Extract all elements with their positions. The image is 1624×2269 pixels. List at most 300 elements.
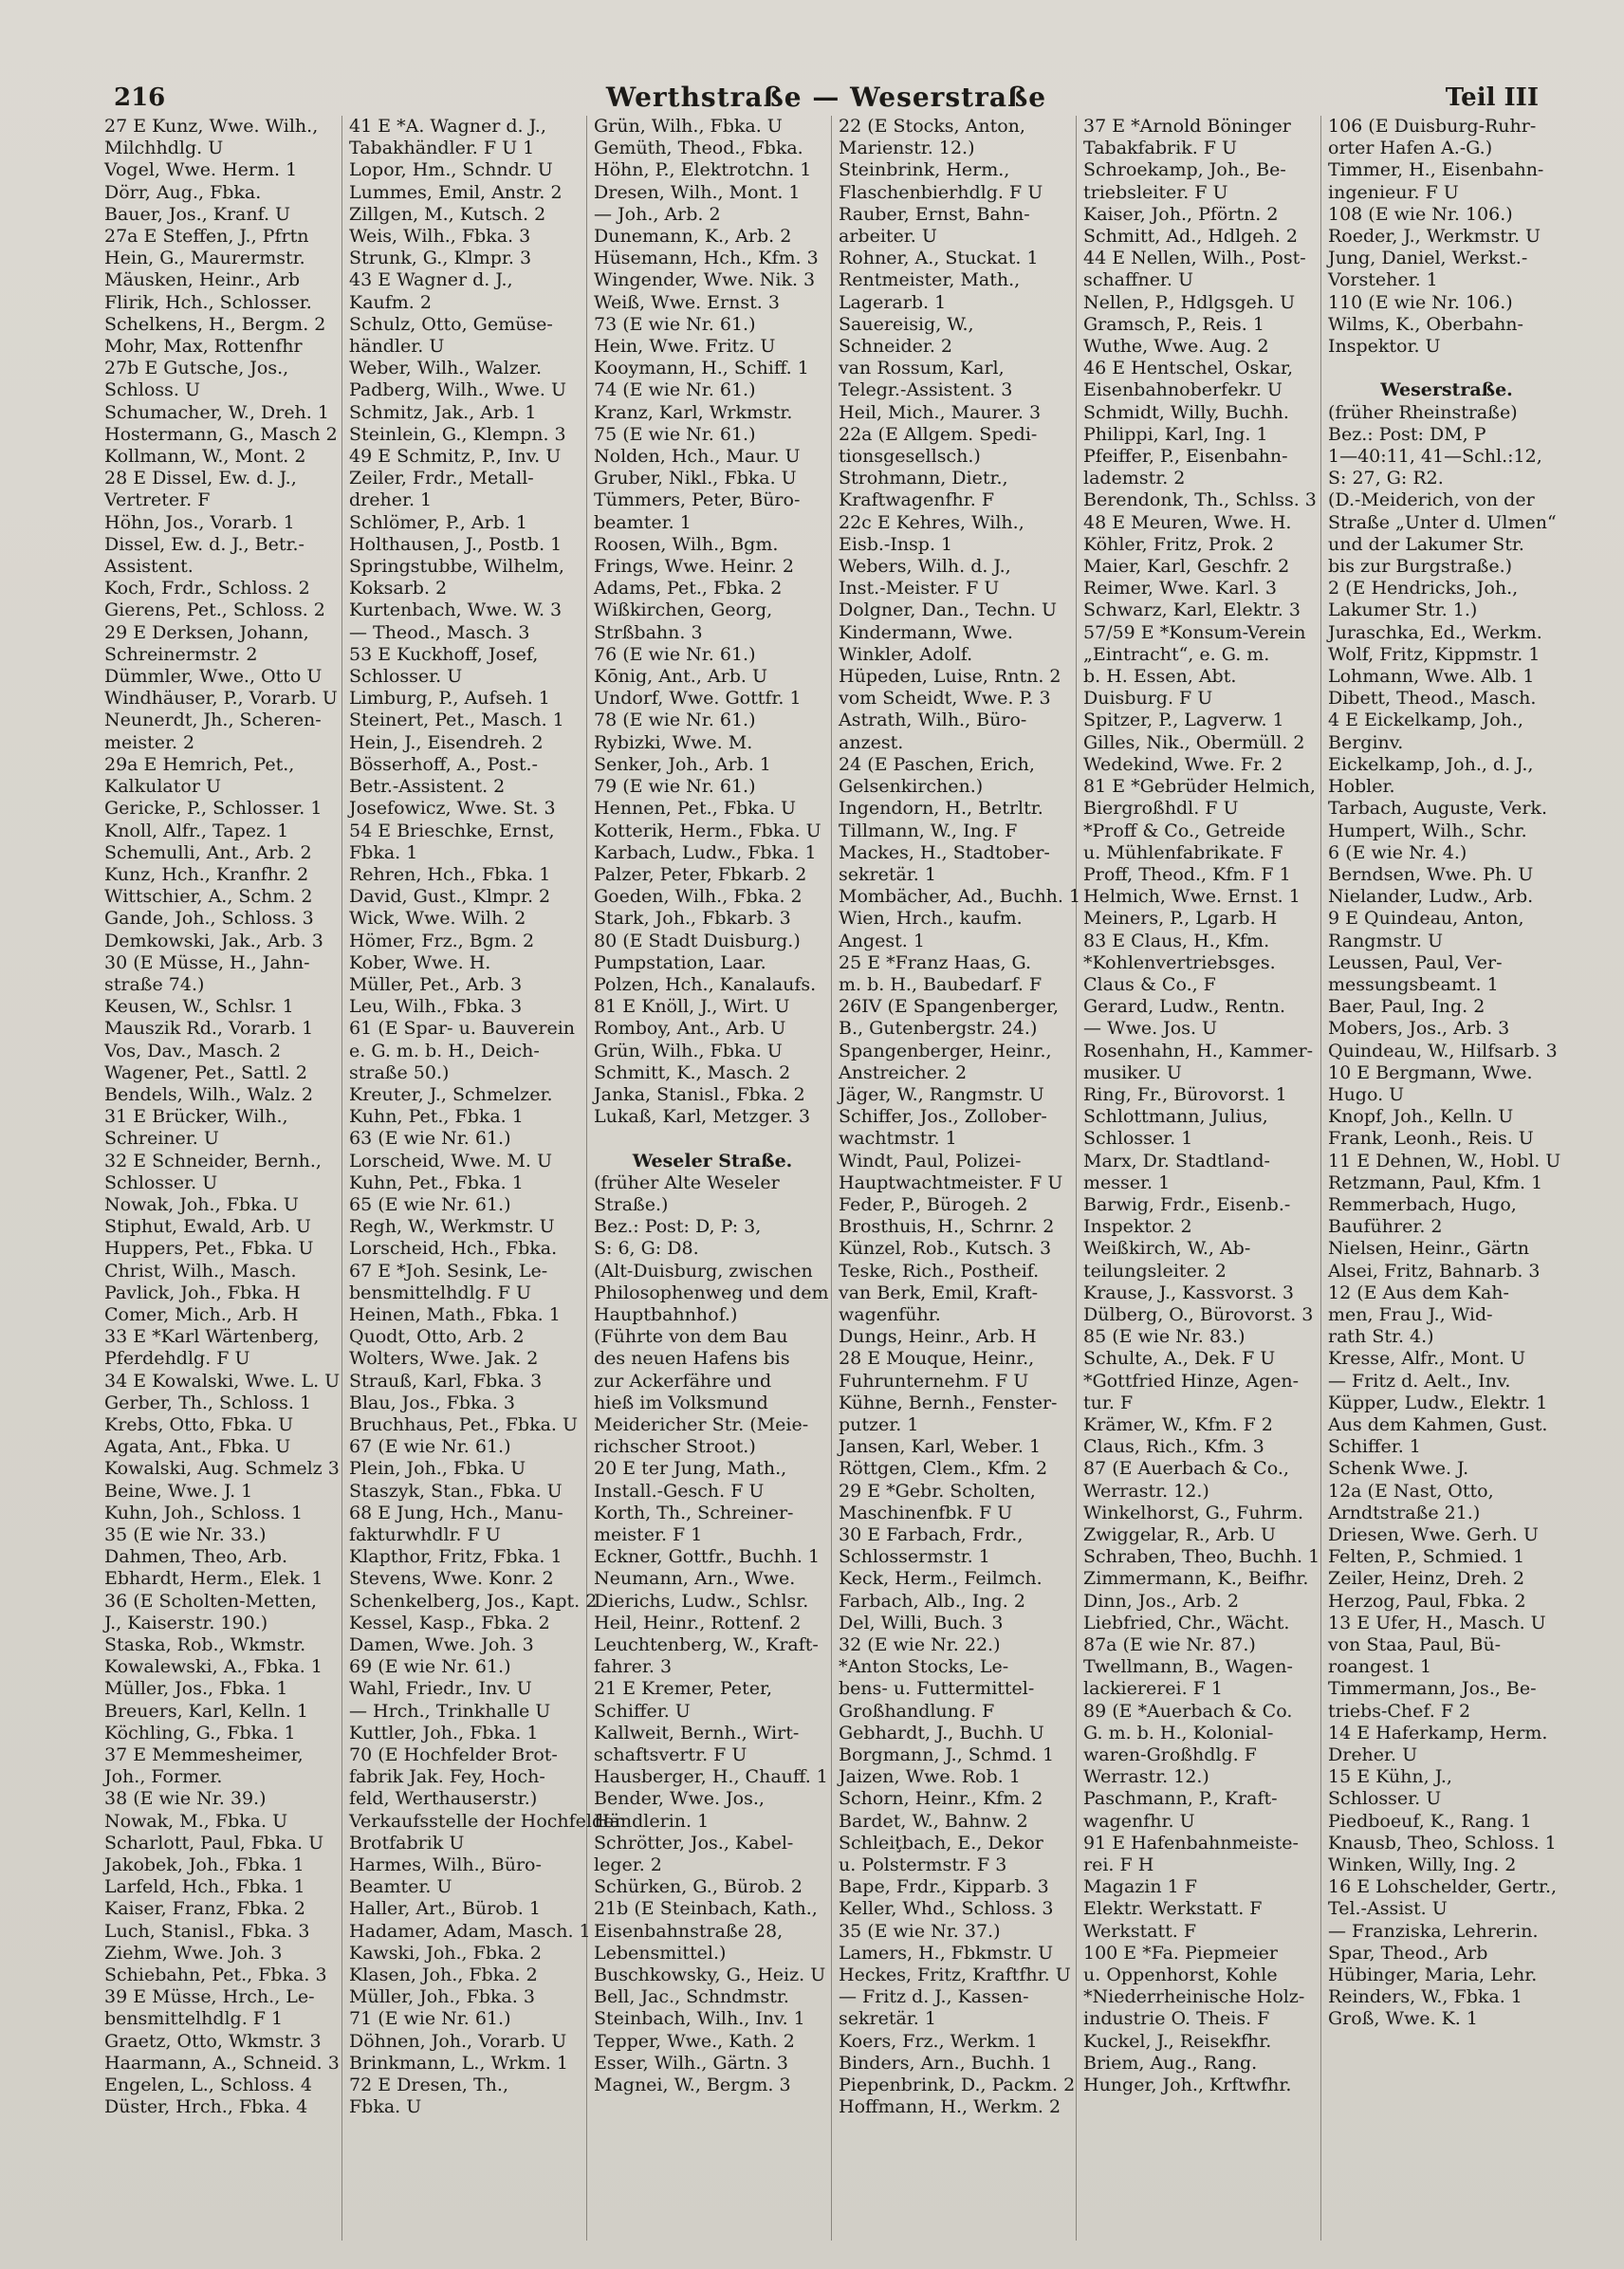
directory-entry: 30 (E Müsse, H., Jahn- (104, 951, 310, 973)
directory-entry: Wolf, Fritz, Kippmstr. 1 (1328, 643, 1541, 665)
directory-entry: Tabakhändler. F U 1 (349, 138, 535, 159)
directory-entry: 20 E ter Jung, Math., (594, 1458, 787, 1480)
directory-entry: Aus dem Kahmen, Gust. (1328, 1413, 1548, 1435)
directory-entry: Inspektor. U (1328, 336, 1441, 358)
directory-entry: Kawski, Joh., Fbka. 2 (349, 1942, 542, 1964)
directory-entry: Agata, Ant., Fbka. U (104, 1436, 291, 1458)
directory-entry: (früher Alte Weseler (594, 1171, 780, 1193)
directory-entry: triebsleiter. F U (1083, 181, 1228, 203)
directory-entry: Pfeiffer, P., Eisenbahn- (1083, 446, 1288, 468)
directory-entry: Schlossermstr. 1 (839, 1546, 990, 1568)
directory-entry: und der Lakumer Str. (1328, 533, 1524, 555)
directory-entry: fakturwhdlr. F U (349, 1524, 501, 1545)
directory-entry: 108 (E wie Nr. 106.) (1328, 203, 1513, 225)
directory-entry: 85 (E wie Nr. 83.) (1083, 1326, 1246, 1348)
directory-entry: 25 E *Franz Haas, G. (839, 951, 1032, 973)
directory-entry: Schlosser. 1 (1083, 1128, 1193, 1150)
directory-entry: Driesen, Wwe. Gerh. U (1328, 1524, 1539, 1545)
directory-entry: Berginv. (1328, 731, 1404, 753)
directory-entry: Kaiser, Franz, Fbka. 2 (104, 1898, 305, 1920)
directory-entry: Nowak, Joh., Fbka. U (104, 1193, 299, 1215)
directory-entry: 83 E Claus, H., Kfm. (1083, 930, 1270, 951)
directory-entry: Schelkens, H., Bergm. 2 (104, 313, 326, 335)
directory-entry: 13 E Ufer, H., Masch. U (1328, 1612, 1546, 1633)
directory-entry: 100 E *Fa. Piepmeier (1083, 1942, 1278, 1964)
directory-entry: Lagerarb. 1 (839, 291, 947, 313)
directory-entry: Hauptwachtmeister. F U (839, 1171, 1063, 1193)
directory-entry: 37 E Memmesheimer, (104, 1744, 304, 1766)
column-6 (1328, 116, 1565, 2241)
directory-entry: Kaiser, Joh., Pförtn. 2 (1083, 203, 1279, 225)
directory-entry: Kessel, Kasp., Fbka. 2 (349, 1612, 550, 1633)
directory-entry: fabrik Jak. Fey, Hoch- (349, 1766, 545, 1788)
directory-entry: Barwig, Frdr., Eisenb.- (1083, 1193, 1291, 1215)
directory-entry: Röttgen, Clem., Kfm. 2 (839, 1458, 1048, 1480)
directory-entry: Leuchtenberg, W., Kraft- (594, 1634, 819, 1656)
directory-entry: 38 (E wie Nr. 39.) (104, 1788, 267, 1810)
directory-entry: Polzen, Hch., Kanalaufs. (594, 973, 817, 995)
directory-entry: Feder, P., Bürogeh. 2 (839, 1193, 1028, 1215)
directory-entry: Senker, Joh., Arb. 1 (594, 753, 771, 775)
directory-entry: Meiners, P., Lgarb. H (1083, 908, 1278, 930)
directory-entry: Kraftwagenfhr. F (839, 489, 995, 511)
directory-entry: 11 E Dehnen, W., Hobl. U (1328, 1150, 1561, 1171)
directory-entry: Frings, Wwe. Heinr. 2 (594, 556, 794, 578)
directory-entry: 22a (E Allgem. Spedi- (839, 423, 1038, 445)
directory-entry: 68 E Jung, Hch., Manu- (349, 1502, 563, 1523)
directory-entry: Kollmann, W., Mont. 2 (104, 446, 306, 468)
directory-entry: Wick, Wwe. Wilh. 2 (349, 908, 526, 930)
directory-entry: Schlosser. U (1328, 1788, 1442, 1810)
directory-entry: Knausb, Theo, Schloss. 1 (1328, 1832, 1557, 1854)
directory-entry: industrie O. Theis. F (1083, 2008, 1270, 2030)
directory-entry: 61 (E Spar- u. Bauverein (349, 1018, 576, 1040)
directory-entry: Zillgen, M., Kutsch. 2 (349, 203, 546, 225)
directory-entry: Magazin 1 F (1083, 1876, 1197, 1898)
directory-entry: Webers, Wilh. d. J., (839, 556, 1011, 578)
directory-entry: Dülberg, O., Bürovorst. 3 (1083, 1303, 1314, 1325)
directory-entry: Dibett, Theod., Masch. (1328, 688, 1537, 710)
directory-entry: Staska, Rob., Wkmstr. (104, 1634, 306, 1656)
directory-entry: Tabakfabrik. F U (1083, 138, 1238, 159)
directory-entry: Meidericher Str. (Meie- (594, 1413, 809, 1435)
directory-entry: straße 50.) (349, 1061, 450, 1083)
directory-entry: 6 (E wie Nr. 4.) (1328, 841, 1467, 863)
directory-entry: 9 E Quindeau, Anton, (1328, 908, 1524, 930)
directory-entry: zur Ackerfähre und (594, 1370, 772, 1392)
directory-entry: wachtmstr. 1 (839, 1128, 957, 1150)
directory-entry: Astrath, Wilh., Büro- (839, 710, 1027, 731)
directory-entry: 37 E *Arnold Böninger (1083, 116, 1291, 137)
directory-entry: Hennen, Pet., Fbka. U (594, 798, 797, 820)
directory-entry: 67 (E wie Nr. 61.) (349, 1436, 511, 1458)
directory-entry: Ingendorn, H., Betrltr. (839, 798, 1043, 820)
directory-entry: Schwarz, Karl, Elektr. 3 (1083, 600, 1301, 621)
page-number: 216 (114, 83, 166, 112)
directory-entry: bis zur Burgstraße.) (1328, 556, 1513, 578)
directory-entry: Engelen, L., Schloss. 4 (104, 2075, 312, 2096)
directory-entry: Krause, J., Kassvorst. 3 (1083, 1282, 1295, 1303)
directory-entry: Remmerbach, Hugo, (1328, 1193, 1517, 1215)
directory-entry: Comer, Mich., Arb. H (104, 1303, 299, 1325)
directory-entry: 12a (E Nast, Otto, (1328, 1480, 1494, 1502)
directory-entry: Kuhn, Joh., Schloss. 1 (104, 1502, 304, 1523)
directory-entry: Müller, Jos., Fbka. 1 (104, 1678, 288, 1700)
directory-entry: Dolgner, Dan., Techn. U (839, 600, 1058, 621)
directory-entry: (Führte von dem Bau (594, 1326, 788, 1348)
directory-entry: Rentmeister, Math., (839, 269, 1021, 291)
directory-entry: Timmer, H., Eisenbahn- (1328, 159, 1544, 181)
directory-entry: Tillmann, W., Ing. F (839, 820, 1018, 841)
directory-entry: bensmittelhdlg. F U (349, 1282, 532, 1303)
directory-entry: Steinbrink, Herm., (839, 159, 1010, 181)
directory-entry: Hobler. (1328, 776, 1395, 798)
directory-entry: putzer. 1 (839, 1413, 919, 1435)
directory-entry: 63 (E wie Nr. 61.) (349, 1128, 511, 1150)
directory-entry: Nielsen, Heinr., Gärtn (1328, 1238, 1530, 1260)
directory-entry: Köchling, G., Fbka. 1 (104, 1722, 296, 1743)
directory-entry: Neumann, Arn., Wwe. (594, 1568, 796, 1590)
directory-entry: Janka, Stanisl., Fbka. 2 (594, 1083, 805, 1105)
directory-entry: Tarbach, Auguste, Verk. (1328, 798, 1547, 820)
directory-entry: Mobers, Jos., Arb. 3 (1328, 1018, 1510, 1040)
directory-entry: wagenführ. (839, 1303, 941, 1325)
directory-entry: leger. 2 (594, 1854, 662, 1876)
directory-entry: von Staa, Paul, Bü- (1328, 1634, 1502, 1656)
directory-entry: ingenieur. F U (1328, 181, 1459, 203)
directory-entry: B., Gutenbergstr. 24.) (839, 1018, 1038, 1040)
directory-entry: „Eintracht“, e. G. m. (1083, 643, 1270, 665)
directory-entry: Retzmann, Paul, Kfm. 1 (1328, 1171, 1543, 1193)
directory-entry: Telegr.-Assistent. 3 (839, 379, 1013, 401)
directory-entry: triebs-Chef. F 2 (1328, 1700, 1471, 1722)
directory-entry: 10 E Bergmann, Wwe. (1328, 1061, 1533, 1083)
directory-entry: 46 E Hentschel, Oskar, (1083, 358, 1294, 379)
directory-entry: Schumacher, W., Dreh. 1 (104, 401, 329, 423)
directory-entry: Gruber, Nikl., Fbka. U (594, 468, 797, 489)
directory-entry (1328, 358, 1565, 379)
directory-entry: Hauptbahnhof.) (594, 1303, 738, 1325)
directory-entry: Schlottmann, Julius, (1083, 1106, 1268, 1128)
directory-entry: Spitzer, P., Lagverw. 1 (1083, 710, 1284, 731)
directory-entry: Vertreter. F (104, 489, 211, 511)
directory-entry: Fuhrunternehm. F U (839, 1370, 1029, 1392)
directory-entry: lackiererei. F 1 (1083, 1678, 1223, 1700)
directory-entry: m. b. H., Baubedarf. F (839, 973, 1043, 995)
directory-entry: — Hrch., Trinkhalle U (349, 1700, 551, 1722)
directory-entry: Kallweit, Bernh., Wirt- (594, 1722, 800, 1743)
directory-entry: Christ, Wilh., Masch. (104, 1260, 297, 1282)
directory-entry: Marx, Dr. Stadtland- (1083, 1150, 1270, 1171)
directory-entry: Verkaufsstelle der Hochfelder (349, 1810, 623, 1832)
directory-entry: 41 E *A. Wagner d. J., (349, 116, 546, 137)
directory-entry: Graetz, Otto, Wkmstr. 3 (104, 2030, 322, 2052)
directory-entry: Ziehm, Wwe. Joh. 3 (104, 1942, 283, 1964)
directory-entry: Joh., Former. (104, 1766, 223, 1788)
directory-entry: Kresse, Alfr., Mont. U (1328, 1348, 1526, 1370)
directory-entry: Weber, Wilh., Walzer. (349, 358, 542, 379)
directory-entry: Plein, Joh., Fbka. U (349, 1458, 526, 1480)
directory-entry: Gericke, P., Schlosser. 1 (104, 798, 323, 820)
directory-entry: bensmittelhdlg. F 1 (104, 2008, 284, 2030)
directory-entry: (D.-Meiderich, von der (1328, 489, 1535, 511)
directory-entry: 80 (E Stadt Duisburg.) (594, 930, 801, 951)
directory-entry: van Berk, Emil, Kraft- (839, 1282, 1039, 1303)
directory-entry: Damen, Wwe. Joh. 3 (349, 1634, 534, 1656)
street-heading: Weseler Straße. (632, 1150, 793, 1171)
directory-entry: Eisenbahnoberfekr. U (1083, 379, 1283, 401)
directory-entry: Hein, J., Eisendreh. 2 (349, 731, 544, 753)
directory-entry: Keck, Herm., Feilmch. (839, 1568, 1043, 1590)
directory-entry: Inst.-Meister. F U (839, 578, 1000, 600)
directory-entry: Wißkirchen, Georg, (594, 600, 773, 621)
directory-entry: 44 E Nellen, Wilh., Post- (1083, 248, 1306, 269)
directory-entry: Magnei, W., Bergm. 3 (594, 2075, 791, 2096)
directory-entry: Kindermann, Wwe. (839, 621, 1013, 643)
directory-entry: 28 E Mouque, Heinr., (839, 1348, 1035, 1370)
directory-entry: Maschinenfbk. F U (839, 1502, 1013, 1523)
directory-entry: 22c E Kehres, Wilh., (839, 511, 1024, 533)
directory-entry: vom Scheidt, Wwe. P. 3 (839, 688, 1051, 710)
directory-entry: meister. 2 (104, 731, 195, 753)
directory-entry: van Rossum, Karl, (839, 358, 1005, 379)
directory-entry: G. m. b. H., Kolonial- (1083, 1722, 1274, 1743)
directory-entry: Werrastr. 12.) (1083, 1766, 1209, 1788)
directory-entry: Stark, Joh., Fbkarb. 3 (594, 908, 791, 930)
directory-entry: Ring, Fr., Bürovorst. 1 (1083, 1083, 1287, 1105)
directory-entry: Eckner, Gottfr., Buchh. 1 (594, 1546, 821, 1568)
directory-entry: Windt, Paul, Polizei- (839, 1150, 1022, 1171)
directory-entry: Helmich, Wwe. Ernst. 1 (1083, 886, 1301, 908)
directory-entry: Josefowicz, Wwe. St. 3 (349, 798, 556, 820)
directory-entry: Kuhn, Pet., Fbka. 1 (349, 1171, 524, 1193)
directory-entry: Quodt, Otto, Arb. 2 (349, 1326, 525, 1348)
directory-entry: Kooymann, H., Schiff. 1 (594, 358, 809, 379)
directory-entry: Jung, Daniel, Werkst.- (1328, 248, 1528, 269)
directory-entry: Bauführer. 2 (1328, 1216, 1443, 1238)
directory-entry: Vos, Dav., Masch. 2 (104, 1040, 281, 1061)
directory-entry: Mackes, H., Stadtober- (839, 841, 1050, 863)
directory-entry: Staszyk, Stan., Fbka. U (349, 1480, 563, 1502)
directory-entry: Krebs, Otto, Fbka. U (104, 1413, 294, 1435)
directory-entry: Philippi, Karl, Ing. 1 (1083, 423, 1268, 445)
directory-entry: Rohner, A., Stuckat. 1 (839, 248, 1039, 269)
directory-entry: Bez.: Post: DM, P (1328, 423, 1486, 445)
directory-entry: Werkstatt. F (1083, 1920, 1197, 1942)
directory-entry: Neunerdt, Jh., Scheren- (104, 710, 322, 731)
directory-entry: Schmitz, Jak., Arb. 1 (349, 401, 537, 423)
directory-entry: Quindeau, W., Hilfsarb. 3 (1328, 1040, 1558, 1061)
directory-entry: Hübinger, Maria, Lehr. (1328, 1965, 1538, 1986)
directory-entry: Jakobek, Joh., Fbka. 1 (104, 1854, 304, 1876)
directory-entry: Philosophenweg und dem (594, 1282, 829, 1303)
directory-entry: Wolters, Wwe. Jak. 2 (349, 1348, 539, 1370)
directory-entry: Duisburg. F U (1083, 688, 1213, 710)
directory-entry: 57/59 E *Konsum-Verein (1083, 621, 1306, 643)
directory-entry: u. Mühlenfabrikate. F (1083, 841, 1283, 863)
directory-entry: Hadamer, Adam, Masch. 1 (349, 1920, 591, 1942)
directory-entry: Winkler, Adolf. (839, 643, 973, 665)
directory-entry: Esser, Wilh., Gärtn. 3 (594, 2052, 789, 2074)
directory-entry: Roeder, J., Werkmstr. U (1328, 226, 1541, 248)
directory-entry: 33 E *Karl Wärtenberg, (104, 1326, 320, 1348)
directory-entry: *Anton Stocks, Le- (839, 1656, 1009, 1678)
directory-entry: Dümmler, Wwe., Otto U (104, 666, 323, 688)
directory-entry: Schmitt, Ad., Hdlgeh. 2 (1083, 226, 1298, 248)
directory-entry: 2 (E Hendricks, Joh., (1328, 578, 1519, 600)
directory-entry: Larfeld, Hch., Fbka. 1 (104, 1876, 305, 1898)
directory-entry: Hoffmann, H., Werkm. 2 (839, 2096, 1061, 2118)
directory-entry: Tel.-Assist. U (1328, 1898, 1448, 1920)
directory-entry: 48 E Meuren, Wwe. H. (1083, 511, 1292, 533)
directory-entry: Hein, G., Maurermstr. (104, 248, 305, 269)
directory-entry: Lakumer Str. 1.) (1328, 600, 1478, 621)
directory-entry: Leu, Wilh., Fbka. 3 (349, 996, 523, 1018)
directory-entry: Klapthor, Fritz, Fbka. 1 (349, 1546, 563, 1568)
directory-entry: 53 E Kuckhoff, Josef, (349, 643, 539, 665)
street-heading: Weserstraße. (1380, 379, 1513, 401)
directory-entry: tionsgesellsch.) (839, 446, 981, 468)
directory-entry: 49 E Schmitz, P., Inv. U (349, 446, 562, 468)
directory-entry: Weißkirch, W., Ab- (1083, 1238, 1251, 1260)
directory-entry: Hein, Wwe. Fritz. U (594, 336, 776, 358)
directory-entry: Humpert, Wilh., Schr. (1328, 820, 1527, 841)
directory-entry: Felten, P., Schmied. 1 (1328, 1546, 1525, 1568)
directory-entry: Fbka. U (349, 2096, 422, 2118)
directory-entry: Strauß, Karl, Fbka. 3 (349, 1370, 543, 1392)
directory-entry: Jansen, Karl, Weber. 1 (839, 1436, 1042, 1458)
directory-entry: Liebfried, Chr., Wächt. (1083, 1612, 1290, 1633)
directory-entry: des neuen Hafens bis (594, 1348, 790, 1370)
directory-entry: Palzer, Peter, Fbkarb. 2 (594, 863, 807, 885)
directory-entry: S: 6, G: D8. (594, 1238, 699, 1260)
directory-entry: meister. F 1 (594, 1524, 703, 1545)
directory-entry: Schreiner. U (104, 1128, 219, 1150)
directory-entry: 32 E Schneider, Bernh., (104, 1150, 322, 1171)
directory-entry: 14 E Haferkamp, Herm. (1328, 1722, 1548, 1743)
directory-entry: Fbka. 1 (349, 841, 418, 863)
directory-entry: Brosthuis, H., Schrnr. 2 (839, 1216, 1055, 1238)
directory-entry: Kurtenbach, Wwe. W. 3 (349, 600, 563, 621)
directory-entry: Lopor, Hm., Schndr. U (349, 159, 553, 181)
directory-entry: Karbach, Ludw., Fbka. 1 (594, 841, 817, 863)
page-header (114, 78, 1539, 116)
directory-entry: Zwiggelar, R., Arb. U (1083, 1524, 1277, 1545)
directory-entry: Spar, Theod., Arb (1328, 1942, 1488, 1964)
directory-entry: Reinders, W., Fbka. 1 (1328, 1986, 1522, 2008)
directory-entry: Kuckel, J., Reisekfhr. (1083, 2030, 1272, 2052)
directory-entry: Angest. 1 (839, 930, 925, 951)
directory-entry: Harmes, Wilh., Büro- (349, 1854, 542, 1876)
directory-entry: Händlerin. 1 (594, 1810, 710, 1832)
directory-entry: Undorf, Wwe. Gottfr. 1 (594, 688, 802, 710)
directory-entry: Briem, Aug., Rang. (1083, 2052, 1258, 2074)
directory-entry: 75 (E wie Nr. 61.) (594, 423, 756, 445)
directory-entry: Zeiler, Frdr., Metall- (349, 468, 534, 489)
directory-entry: Farbach, Alb., Ing. 2 (839, 1590, 1025, 1612)
directory-entry: bens- u. Futtermittel- (839, 1678, 1035, 1700)
directory-entry: Schleiţbach, E., Dekor (839, 1832, 1043, 1854)
directory-entry: Elektr. Werkstatt. F (1083, 1898, 1263, 1920)
column-1 (104, 116, 342, 2241)
directory-entry: Hostermann, G., Masch 2 (104, 423, 338, 445)
directory-entry: Dresen, Wilh., Mont. 1 (594, 181, 801, 203)
directory-entry: 106 (E Duisburg-Ruhr- (1328, 116, 1537, 137)
directory-entry: Hömer, Frz., Bgm. 2 (349, 930, 535, 951)
directory-entry: Winkelhorst, G., Fuhrm. (1083, 1502, 1303, 1523)
directory-entry: 27a E Steffen, J., Pfrtn (104, 226, 309, 248)
directory-entry: tur. F (1083, 1392, 1134, 1413)
directory-entry: Krämer, W., Kfm. F 2 (1083, 1413, 1273, 1435)
directory-entry: Rosenhahn, H., Kammer- (1083, 1040, 1314, 1061)
directory-entry: 110 (E wie Nr. 106.) (1328, 291, 1513, 313)
directory-entry: 87a (E wie Nr. 87.) (1083, 1634, 1256, 1656)
directory-entry: Weiß, Wwe. Ernst. 3 (594, 291, 780, 313)
directory-entry: Lamers, H., Fbkmstr. U (839, 1942, 1054, 1964)
directory-entry: Pumpstation, Laar. (594, 951, 766, 973)
directory-entry: Mäusken, Heinr., Arb (104, 269, 301, 291)
directory-entry: Schmitt, K., Masch. 2 (594, 1061, 791, 1083)
column-4 (839, 116, 1081, 2241)
directory-entry: 81 E *Gebrüder Helmich, (1083, 776, 1316, 798)
directory-entry: Steinlein, G., Klempn. 3 (349, 423, 566, 445)
column-2 (349, 116, 623, 2241)
directory-entry: Gerber, Th., Schloss. 1 (104, 1392, 312, 1413)
directory-entry: Straße „Unter d. Ulmen“ (1328, 511, 1557, 533)
directory-entry: Eisenbahnstraße 28, (594, 1920, 784, 1942)
directory-entry: 24 (E Paschen, Erich, (839, 753, 1035, 775)
directory-entry: e. G. m. b. H., Deich- (349, 1040, 540, 1061)
directory-entry: Adams, Pet., Fbka. 2 (594, 578, 783, 600)
directory-entry: Kotterik, Herm., Fbka. U (594, 820, 821, 841)
directory-entry: Teske, Rich., Postheif. (839, 1260, 1040, 1282)
directory-entry: 32 (E wie Nr. 22.) (839, 1634, 1001, 1656)
directory-entry: 87 (E Auerbach & Co., (1083, 1458, 1289, 1480)
directory-entry: Kowalski, Aug. Schmelz 3 (104, 1458, 340, 1480)
directory-entry: Beamter. U (349, 1876, 452, 1898)
directory-entry: Baer, Paul, Ing. 2 (1328, 996, 1486, 1018)
directory-entry: 69 (E wie Nr. 61.) (349, 1656, 511, 1678)
directory-entry: Claus, Rich., Kfm. 3 (1083, 1436, 1264, 1458)
directory-entry: 30 E Farbach, Frdr., (839, 1524, 1024, 1545)
directory-entry: anzest. (839, 731, 904, 753)
directory-entry: 36 (E Scholten-Metten, (104, 1590, 317, 1612)
directory-entry: Nowak, M., Fbka. U (104, 1810, 288, 1832)
directory-entry: Eisb.-Insp. 1 (839, 533, 953, 555)
directory-entry: Steinert, Pet., Masch. 1 (349, 710, 564, 731)
directory-entry: Höhn, P., Elektrotchn. 1 (594, 159, 812, 181)
directory-entry: 27 E Kunz, Wwe. Wilh., (104, 116, 319, 137)
directory-entry: Luch, Stanisl., Fbka. 3 (104, 1920, 310, 1942)
directory-entry: Padberg, Wilh., Wwe. U (349, 379, 566, 401)
directory-entry: Wittschier, A., Schm. 2 (104, 886, 313, 908)
directory-entry: Künzel, Rob., Kutsch. 3 (839, 1238, 1052, 1260)
directory-entry: Inspektor. 2 (1083, 1216, 1192, 1238)
directory-entry: Zimmermann, K., Beifhr. (1083, 1568, 1309, 1590)
directory-entry: fahrer. 3 (594, 1656, 673, 1678)
directory-entry: Del, Willi, Buch. 3 (839, 1612, 1004, 1633)
directory-entry: Rangmstr. U (1328, 930, 1443, 951)
directory-entry: Jäger, W., Rangmstr. U (839, 1083, 1044, 1105)
directory-entry: feld, Werthauserstr.) (349, 1788, 538, 1810)
directory-entry: Bender, Wwe. Jos., (594, 1788, 765, 1810)
directory-entry: Mohr, Max, Rottenfhr (104, 336, 303, 358)
directory-entry: Grün, Wilh., Fbka. U (594, 1040, 783, 1061)
directory-entry: Wagener, Pet., Sattl. 2 (104, 1061, 307, 1083)
directory-entry: Lohmann, Wwe. Alb. 1 (1328, 666, 1535, 688)
directory-entry: *Kohlenvertriebsges. (1083, 951, 1276, 973)
directory-entry: roangest. 1 (1328, 1656, 1432, 1678)
